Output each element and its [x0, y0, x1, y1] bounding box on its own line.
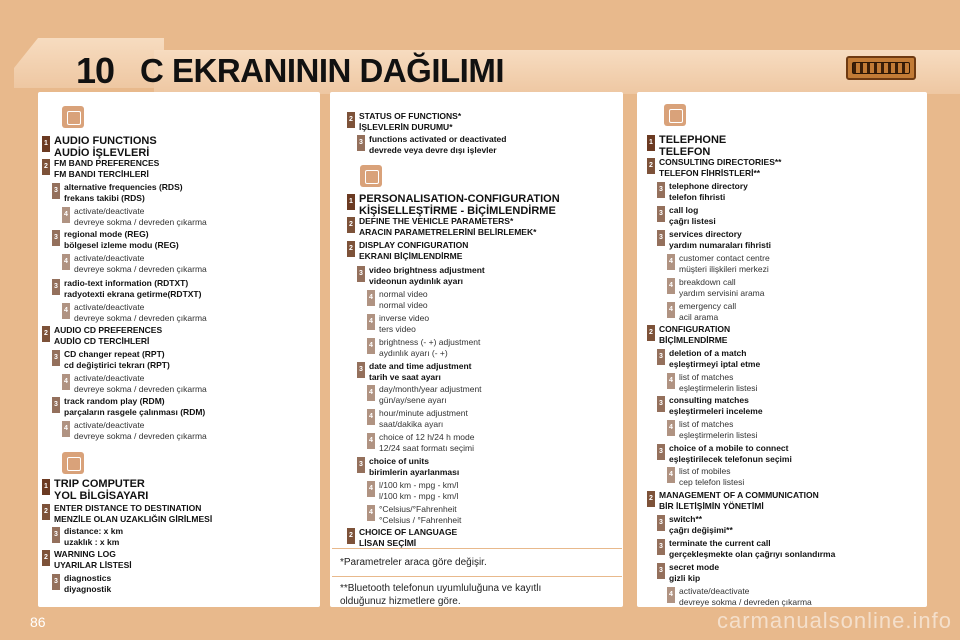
- level-badge: 2: [347, 217, 355, 233]
- footnote-bluetooth: [340, 582, 541, 608]
- menu-item-label-en: distance: x km: [64, 526, 124, 536]
- menu-item-label-tr: saat/dakika ayarı: [379, 419, 444, 429]
- menu-item-level-2: [42, 549, 132, 571]
- menu-item-label-tr: eşleştirmeleri inceleme: [669, 406, 763, 416]
- menu-item-text: [379, 504, 461, 526]
- level-badge: 2: [647, 491, 655, 507]
- menu-item-label-en: list of matches: [679, 372, 734, 382]
- menu-item-level-2: [647, 324, 730, 346]
- level-badge: 3: [357, 362, 365, 378]
- menu-item-label-tr: çağrı listesi: [669, 216, 716, 226]
- menu-item-label-tr: yardım numaraları fihristi: [669, 240, 772, 250]
- menu-item-label-en: activate/deactivate: [74, 206, 145, 216]
- menu-item-level-3: [52, 229, 179, 251]
- level-badge: 3: [657, 396, 665, 412]
- level-badge: 4: [667, 373, 675, 389]
- menu-item-label-en: list of matches: [679, 419, 734, 429]
- menu-item-label-en: date and time adjustment: [369, 361, 472, 371]
- level-badge: 3: [52, 350, 60, 366]
- menu-item-level-4: [367, 289, 428, 311]
- menu-item-label-tr: °Celsius / °Fahrenheit: [379, 515, 462, 525]
- menu-item-text: [679, 277, 765, 299]
- level-badge: 1: [647, 135, 655, 151]
- menu-item-level-4: [667, 277, 765, 299]
- menu-item-level-2: [347, 527, 457, 549]
- telephone-icon: [664, 104, 686, 126]
- level-badge: 4: [62, 374, 70, 390]
- menu-item-label-en: TELEPHONE: [659, 134, 727, 146]
- menu-item-label-tr: diyagnostik: [64, 584, 112, 594]
- menu-item-text: [54, 503, 212, 525]
- level-badge: 3: [657, 349, 665, 365]
- level-badge: 4: [367, 505, 375, 521]
- menu-item-text: [64, 396, 205, 418]
- menu-item-level-3: [52, 526, 123, 548]
- menu-item-level-3: [657, 562, 719, 584]
- menu-item-level-1: [347, 193, 560, 217]
- menu-item-text: [369, 361, 472, 383]
- menu-item-label-en: choice of units: [369, 456, 429, 466]
- menu-item-label-en: WARNING LOG: [54, 549, 116, 559]
- trip-computer-icon: [62, 452, 84, 474]
- menu-item-label-en: video brightness adjustment: [369, 265, 485, 275]
- level-badge: 3: [52, 279, 60, 295]
- menu-item-label-en: CONSULTING DIRECTORIES**: [659, 157, 782, 167]
- menu-item-label-en: AUDIO FUNCTIONS: [54, 135, 157, 147]
- level-badge: 4: [367, 433, 375, 449]
- level-badge: 4: [367, 481, 375, 497]
- menu-item-label-en: track random play (RDM): [64, 396, 165, 406]
- menu-item-label-tr: devreye sokma / devreden çıkarma: [679, 597, 812, 607]
- menu-item-text: [359, 193, 560, 217]
- menu-item-label-tr: radyotexti ekrana getirme(RDTXT): [64, 289, 202, 299]
- level-badge: 3: [52, 574, 60, 590]
- menu-item-label-en: activate/deactivate: [74, 302, 145, 312]
- menu-item-label-tr: çağrı değişimi**: [669, 525, 733, 535]
- menu-item-text: [54, 478, 148, 502]
- menu-item-text: [669, 229, 771, 251]
- menu-item-label-en: secret mode: [669, 562, 720, 572]
- level-badge: 4: [367, 290, 375, 306]
- page-number: 86: [30, 614, 46, 630]
- level-badge: 3: [357, 135, 365, 151]
- menu-item-text: [379, 337, 480, 359]
- menu-item-level-3: [357, 361, 472, 383]
- menu-item-text: [64, 349, 170, 371]
- footnote-bluetooth-line1: **Bluetooth telefonun uyumluluğuna ve kayıtlı: [340, 583, 542, 594]
- menu-item-label-en: list of mobiles: [679, 466, 731, 476]
- menu-item-level-2: [647, 490, 819, 512]
- menu-item-label-tr: BİÇİMLENDİRME: [659, 335, 728, 345]
- menu-item-label-tr: devreye sokma / devreden çıkarma: [74, 384, 207, 394]
- menu-item-text: [669, 443, 792, 465]
- page-header: [14, 38, 960, 96]
- menu-item-text: [64, 182, 183, 204]
- menu-item-level-1: [42, 478, 148, 502]
- menu-item-label-tr: İŞLEVLERİN DURUMU*: [359, 122, 453, 132]
- menu-item-label-en: inverse video: [379, 313, 430, 323]
- footnote-bluetooth-line2: olduğunuz hizmetlere göre.: [340, 596, 461, 607]
- watermark: carmanualsonline.info: [716, 608, 952, 633]
- menu-item-level-4: [367, 313, 429, 335]
- menu-item-label-en: functions activated or deactivated: [369, 134, 507, 144]
- menu-item-label-en: choice of a mobile to connect: [669, 443, 789, 453]
- menu-item-text: [679, 466, 744, 488]
- menu-item-text: [369, 265, 485, 287]
- menu-item-label-tr: AUDİO İŞLEVLERİ: [54, 147, 150, 159]
- level-badge: 4: [62, 207, 70, 223]
- menu-item-text: [74, 302, 207, 324]
- chapter-number: 10: [76, 50, 115, 91]
- menu-item-label-en: °Celsius/°Fahrenheit: [379, 504, 457, 514]
- level-badge: 4: [667, 254, 675, 270]
- menu-item-label-tr: gerçekleşmekte olan çağrıyı sonlandırma: [669, 549, 836, 559]
- menu-item-text: [74, 253, 207, 275]
- menu-item-level-4: [667, 586, 812, 608]
- menu-item-label-en: customer contact centre: [679, 253, 770, 263]
- level-badge: 2: [347, 241, 355, 257]
- menu-item-label-en: CHOICE OF LANGUAGE: [359, 527, 458, 537]
- menu-item-label-tr: normal video: [379, 300, 428, 310]
- menu-item-text: [679, 301, 736, 323]
- menu-item-text: [379, 408, 468, 430]
- level-badge: 4: [367, 385, 375, 401]
- menu-item-label-tr: uzaklık : x km: [64, 537, 120, 547]
- menu-item-text: [54, 325, 162, 347]
- menu-item-level-2: [347, 240, 468, 262]
- menu-item-text: [359, 240, 468, 262]
- menu-item-level-4: [367, 504, 461, 526]
- menu-item-level-2: [42, 503, 212, 525]
- menu-item-label-tr: KİŞİSELLEŞTİRME - BİÇİMLENDİRME: [359, 205, 556, 217]
- level-badge: 4: [367, 338, 375, 354]
- menu-item-text: [74, 206, 207, 228]
- level-badge: 4: [367, 409, 375, 425]
- menu-item-level-4: [62, 253, 207, 275]
- menu-item-label-en: brightness (- +) adjustment: [379, 337, 481, 347]
- level-badge: 4: [367, 314, 375, 330]
- menu-item-text: [669, 562, 719, 584]
- menu-item-label-en: telephone directory: [669, 181, 748, 191]
- level-badge: 2: [347, 112, 355, 128]
- menu-item-text: [369, 134, 506, 156]
- menu-item-label-en: services directory: [669, 229, 742, 239]
- footnote-parameters: *Parametreler araca göre değişir.: [340, 557, 487, 568]
- level-badge: 4: [667, 587, 675, 603]
- menu-item-label-en: TRIP COMPUTER: [54, 478, 145, 490]
- notes-divider: [332, 548, 622, 549]
- menu-item-label-tr: ters video: [379, 324, 416, 334]
- menu-item-label-en: FM BAND PREFERENCES: [54, 158, 160, 168]
- menu-item-label-en: terminate the current call: [669, 538, 771, 548]
- menu-item-label-tr: devreye sokma / devreden çıkarma: [74, 217, 207, 227]
- menu-item-label-en: normal video: [379, 289, 428, 299]
- menu-item-label-en: diagnostics: [64, 573, 112, 583]
- level-badge: 3: [657, 444, 665, 460]
- page-title: C EKRANININ DAĞILIMI: [140, 52, 504, 89]
- level-badge: 2: [347, 528, 355, 544]
- menu-item-level-1: [42, 135, 157, 159]
- audio-icon: [62, 106, 84, 128]
- menu-item-level-2: [347, 216, 536, 238]
- level-badge: 3: [52, 230, 60, 246]
- level-badge: 3: [657, 563, 665, 579]
- menu-item-label-tr: devreye sokma / devreden çıkarma: [74, 313, 207, 323]
- menu-item-label-en: regional mode (REG): [64, 229, 149, 239]
- menu-item-text: [659, 324, 730, 346]
- level-badge: 4: [667, 302, 675, 318]
- menu-item-text: [679, 253, 770, 275]
- menu-item-label-tr: TELEFON: [659, 146, 711, 158]
- menu-item-level-3: [357, 134, 506, 156]
- level-badge: 3: [52, 397, 60, 413]
- menu-item-label-en: breakdown call: [679, 277, 736, 287]
- menu-item-level-1: [647, 134, 726, 158]
- menu-item-label-en: call log: [669, 205, 699, 215]
- menu-item-label-en: activate/deactivate: [74, 373, 145, 383]
- menu-item-text: [669, 514, 733, 536]
- menu-item-level-4: [367, 408, 468, 430]
- menu-item-label-tr: 12/24 saat formatı seçimi: [379, 443, 474, 453]
- menu-item-level-4: [62, 206, 207, 228]
- menu-item-text: [669, 181, 748, 203]
- level-badge: 3: [657, 182, 665, 198]
- menu-item-text: [669, 395, 763, 417]
- level-badge: 3: [52, 183, 60, 199]
- level-badge: 4: [667, 420, 675, 436]
- menu-item-label-tr: l/100 km - mpg - km/l: [379, 491, 459, 501]
- menu-item-level-4: [62, 373, 207, 395]
- menu-item-label-en: emergency call: [679, 301, 737, 311]
- menu-item-label-tr: FM BANDI TERCİHLERİ: [54, 169, 149, 179]
- menu-item-label-en: switch**: [669, 514, 703, 524]
- menu-item-label-tr: eşleştirilecek telefonun seçimi: [669, 454, 792, 464]
- menu-item-label-en: ENTER DISTANCE TO DESTINATION: [54, 503, 202, 513]
- menu-item-text: [669, 348, 760, 370]
- menu-item-level-3: [357, 265, 485, 287]
- level-badge: 4: [62, 303, 70, 319]
- menu-item-level-3: [657, 205, 716, 227]
- menu-item-label-tr: acil arama: [679, 312, 719, 322]
- level-badge: 2: [647, 158, 655, 174]
- menu-item-text: [379, 432, 474, 454]
- level-badge: 1: [42, 479, 50, 495]
- menu-item-level-4: [62, 420, 207, 442]
- menu-item-text: [64, 229, 179, 251]
- menu-item-label-en: day/month/year adjustment: [379, 384, 482, 394]
- level-badge: 4: [62, 421, 70, 437]
- menu-item-label-en: deletion of a match: [669, 348, 747, 358]
- menu-item-text: [679, 419, 757, 441]
- menu-item-label-tr: LİSAN SEÇİMİ: [359, 538, 417, 548]
- menu-item-label-tr: ARACIN PARAMETRELERİNİ BELİRLEMEK*: [359, 227, 537, 237]
- menu-item-label-tr: gizli kip: [669, 573, 701, 583]
- menu-item-label-tr: bölgesel izleme modu (REG): [64, 240, 179, 250]
- menu-item-label-en: activate/deactivate: [74, 420, 145, 430]
- level-badge: 3: [657, 230, 665, 246]
- menu-item-level-4: [667, 419, 757, 441]
- menu-item-text: [659, 157, 781, 179]
- menu-item-level-3: [52, 573, 111, 595]
- menu-item-level-3: [52, 349, 170, 371]
- menu-item-text: [359, 527, 457, 549]
- level-badge: 4: [667, 278, 675, 294]
- menu-item-label-tr: frekans takibi (RDS): [64, 193, 145, 203]
- menu-item-label-tr: BİR İLETİŞİMİN YÖNETİMİ: [659, 501, 764, 511]
- level-badge: 1: [42, 136, 50, 152]
- menu-item-label-en: consulting matches: [669, 395, 749, 405]
- menu-item-text: [359, 111, 461, 133]
- menu-item-label-tr: TELEFON FİHRİSTLERİ**: [659, 168, 761, 178]
- menu-item-text: [669, 205, 716, 227]
- level-badge: 2: [42, 159, 50, 175]
- menu-item-label-tr: cep telefon listesi: [679, 477, 745, 487]
- menu-item-label-tr: videonun aydınlık ayarı: [369, 276, 464, 286]
- menu-item-level-2: [647, 157, 781, 179]
- menu-item-level-2: [42, 158, 159, 180]
- level-badge: 2: [42, 504, 50, 520]
- menu-item-text: [379, 384, 482, 406]
- menu-item-label-tr: eşleştirmelerin listesi: [679, 383, 758, 393]
- menu-item-label-tr: yardım servisini arama: [679, 288, 765, 298]
- level-badge: 2: [42, 326, 50, 342]
- menu-item-label-tr: cd değiştirici tekrarı (RPT): [64, 360, 170, 370]
- menu-item-label-tr: YOL BİLGİSAYARI: [54, 490, 149, 502]
- menu-item-level-2: [42, 325, 162, 347]
- level-badge: 3: [657, 539, 665, 555]
- menu-item-text: [74, 420, 207, 442]
- menu-item-text: [659, 134, 726, 158]
- menu-item-label-tr: eşleştirmelerin listesi: [679, 430, 758, 440]
- menu-item-level-3: [657, 229, 771, 251]
- menu-item-text: [64, 278, 201, 300]
- level-badge: 2: [42, 550, 50, 566]
- menu-item-text: [74, 373, 207, 395]
- level-badge: 3: [657, 206, 665, 222]
- level-badge: 3: [357, 266, 365, 282]
- menu-item-text: [359, 216, 536, 238]
- menu-item-text: [379, 313, 429, 335]
- menu-item-label-en: radio-text information (RDTXT): [64, 278, 189, 288]
- menu-item-label-tr: telefon fihristi: [669, 192, 726, 202]
- menu-item-text: [64, 526, 123, 548]
- menu-item-label-en: PERSONALISATION-CONFIGURATION: [359, 193, 560, 205]
- level-badge: 2: [647, 325, 655, 341]
- level-badge: 1: [347, 194, 355, 210]
- level-badge: 3: [657, 515, 665, 531]
- menu-item-text: [679, 372, 757, 394]
- menu-item-level-3: [357, 456, 459, 478]
- menu-item-label-tr: devrede veya devre dışı işlevler: [369, 145, 497, 155]
- menu-item-level-3: [657, 514, 733, 536]
- menu-item-text: [379, 289, 428, 311]
- menu-item-text: [379, 480, 458, 502]
- menu-item-label-tr: UYARILAR LİSTESİ: [54, 560, 132, 570]
- menu-item-level-3: [657, 443, 792, 465]
- menu-item-label-tr: aydınlık ayarı (- +): [379, 348, 448, 358]
- menu-item-label-tr: birimlerin ayarlanması: [369, 467, 460, 477]
- menu-item-label-en: activate/deactivate: [74, 253, 145, 263]
- menu-item-level-2: [347, 111, 461, 133]
- menu-item-label-tr: tarih ve saat ayarı: [369, 372, 441, 382]
- menu-item-label-tr: devreye sokma / devreden çıkarma: [74, 264, 207, 274]
- menu-item-level-4: [367, 337, 480, 359]
- menu-item-level-3: [52, 182, 183, 204]
- menu-item-label-en: hour/minute adjustment: [379, 408, 468, 418]
- notes-divider: [332, 576, 622, 577]
- menu-item-label-en: alternative frequencies (RDS): [64, 182, 183, 192]
- menu-item-level-4: [367, 432, 474, 454]
- menu-item-level-3: [52, 396, 205, 418]
- menu-item-label-en: STATUS OF FUNCTIONS*: [359, 111, 462, 121]
- menu-item-label-tr: AUDİO CD TERCİHLERİ: [54, 336, 150, 346]
- menu-item-level-4: [62, 302, 207, 324]
- menu-item-text: [54, 135, 157, 159]
- menu-item-label-en: DEFINE THE VEHICLE PARAMETERS*: [359, 216, 514, 226]
- menu-item-label-en: MANAGEMENT OF A COMMUNICATION: [659, 490, 819, 500]
- menu-item-text: [669, 538, 835, 560]
- menu-item-level-3: [657, 181, 748, 203]
- menu-item-label-tr: devreye sokma / devreden çıkarma: [74, 431, 207, 441]
- menu-item-level-3: [657, 395, 763, 417]
- menu-item-label-tr: parçaların rasgele çalınması (RDM): [64, 407, 206, 417]
- menu-item-label-en: AUDIO CD PREFERENCES: [54, 325, 163, 335]
- menu-item-label-en: activate/deactivate: [679, 586, 750, 596]
- menu-item-level-4: [667, 253, 770, 275]
- menu-item-level-4: [667, 301, 736, 323]
- menu-item-text: [679, 586, 812, 608]
- personalisation-icon: [360, 165, 382, 187]
- menu-item-label-en: choice of 12 h/24 h mode: [379, 432, 475, 442]
- menu-item-text: [54, 549, 132, 571]
- menu-item-label-tr: MENZİLE OLAN UZAKLIĞIN GİRİLMESİ: [54, 514, 213, 524]
- menu-item-label-en: l/100 km - mpg - km/l: [379, 480, 459, 490]
- level-badge: 3: [52, 527, 60, 543]
- menu-item-level-3: [52, 278, 201, 300]
- menu-item-level-4: [367, 480, 458, 502]
- menu-item-level-3: [657, 348, 760, 370]
- menu-item-text: [659, 490, 819, 512]
- car-icon: [846, 56, 916, 80]
- menu-item-text: [54, 158, 159, 180]
- menu-item-label-en: DISPLAY CONFIGURATION: [359, 240, 469, 250]
- level-badge: 4: [62, 254, 70, 270]
- menu-item-level-3: [657, 538, 835, 560]
- level-badge: 3: [357, 457, 365, 473]
- menu-item-level-4: [367, 384, 482, 406]
- menu-item-text: [64, 573, 111, 595]
- menu-item-label-en: CONFIGURATION: [659, 324, 731, 334]
- menu-item-label-en: CD changer repeat (RPT): [64, 349, 165, 359]
- level-badge: 4: [667, 467, 675, 483]
- menu-item-text: [369, 456, 459, 478]
- menu-item-level-4: [667, 372, 757, 394]
- menu-item-label-tr: gün/ay/sene ayarı: [379, 395, 447, 405]
- menu-item-label-tr: eşleştirmeyi iptal etme: [669, 359, 761, 369]
- menu-item-label-tr: müşteri ilişkileri merkezi: [679, 264, 769, 274]
- menu-item-label-tr: EKRANI BİÇİMLENDİRME: [359, 251, 463, 261]
- menu-item-level-4: [667, 466, 744, 488]
